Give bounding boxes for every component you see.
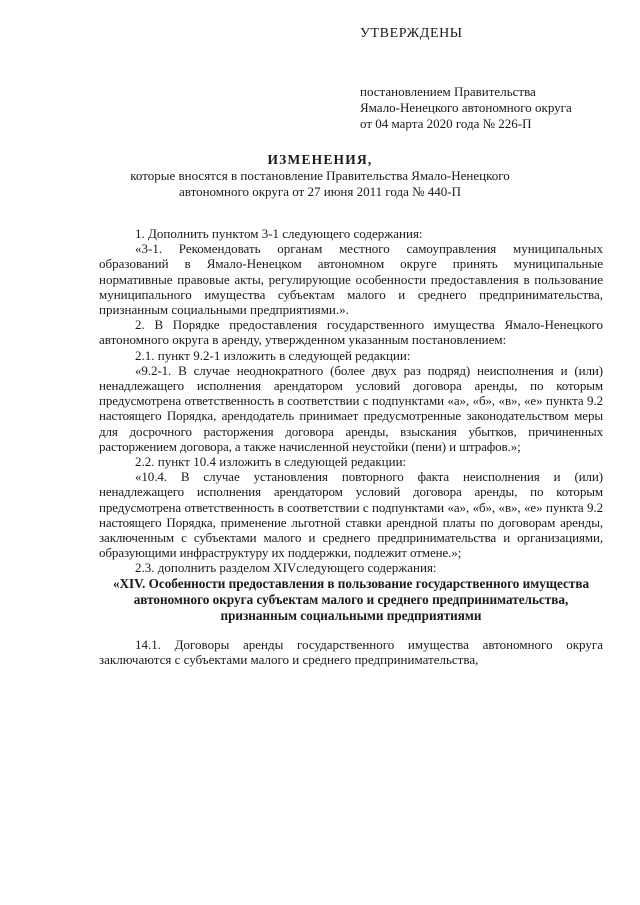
document-subtitle-line: автономного округа от 27 июня 2011 года № 440-П (178, 184, 461, 199)
approval-stamp: УТВЕРЖДЕНЫ (360, 26, 463, 41)
decree-line: от 04 марта 2020 года № 226-П (360, 116, 532, 131)
paragraph-8: 2.3. дополнить разделом XIVследующего содержания: (135, 560, 437, 576)
document-heading (95, 152, 545, 200)
paragraph-1: 1. Дополнить пунктом 3-1 следующего содержания: (135, 226, 423, 241)
decree-line: Ямало-Ненецкого автономного округа (360, 100, 572, 115)
decree-reference (360, 84, 572, 132)
document-subtitle-line: которые вносятся в постановление Правительства Ямало-Ненецкого (130, 168, 510, 183)
paragraph-5: «9.2-1. В случае неоднократного (более двух раз подряд) неисполнения и (или) ненадлежащего исполнения арендатором условий договора аренды, по которым предусмотрена ответственность в соответствии с подпунктами «а», «б», «в», «е» пункта 9.2 настоящего Порядка, арендодатель принимает предусмотренные законодательством меры для досрочного расторжения договора аренды, взыскания убытков, причиненных расторжением договора, а также начисленной неустойки (пени) и штрафов.»; (99, 362, 603, 454)
spacer (99, 624, 603, 637)
decree-line: постановлением Правительства (360, 84, 536, 99)
document-body (99, 226, 603, 667)
paragraph-6: 2.2. пункт 10.4 изложить в следующей редакции: (135, 454, 407, 470)
paragraph-7: «10.4. В случае установления повторного факта неисполнения и (или) ненадлежащего исполнения арендатором условий договора аренды, по которым предусмотрена ответственность в соответствии с подпунктами «а», «б», «в», «е» пункта 9.2 настоящего Порядка, применение льготной ставки арендной платы по договорам аренды, заключенным с субъектами малого и среднего предпринимательства и организациями, образующими инфраструктуру их поддержки, подлежит отмене.»; (99, 469, 603, 561)
paragraph-9: 14.1. Договоры аренды государственного имущества автономного округа заключаются с субъектами малого и среднего предпринимательства, (99, 636, 603, 667)
document-title: ИЗМЕНЕНИЯ, (267, 152, 373, 167)
paragraph-3: 2. В Порядке предоставления государственного имущества Ямало-Ненецкого автономного округа в аренду, утвержденном указанным постановлением: (99, 317, 603, 348)
paragraph-4: 2.1. пункт 9.2-1 изложить в следующей редакции: (135, 347, 411, 363)
section-title: «XIV. Особенности предоставления в пользование государственного имущества автономного округа субъектам малого и среднего предпринимательства, признанным социальными предприятиями (112, 575, 590, 623)
paragraph-2: «3-1. Рекомендовать органам местного самоуправления муниципальных образований в Ямало-Ненецком автономном округе принять муниципальные нормативные правовые акты, регулирующие особенности предоставления в пользование муниципального имущества субъектам малого и среднего предпринимательства, признанным социальными предприятиями.». (99, 241, 603, 318)
